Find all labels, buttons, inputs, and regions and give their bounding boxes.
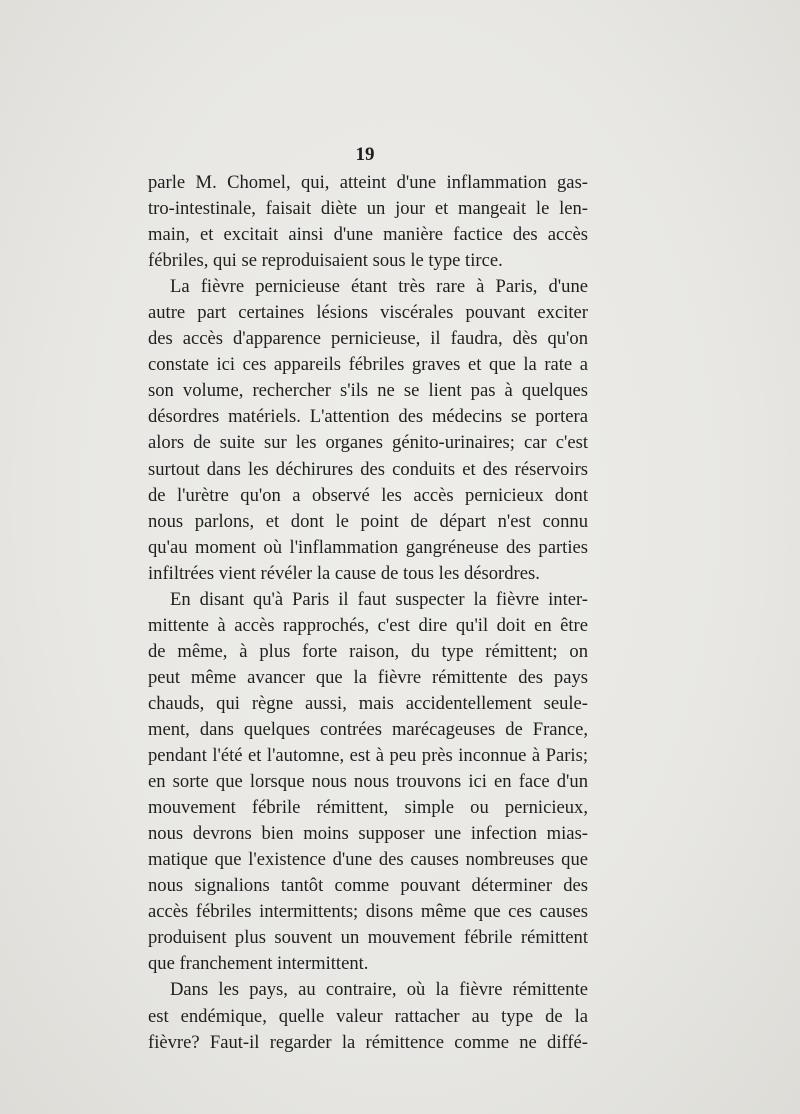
text-line: des accès d'apparence pernicieuse, il faudra, dès qu'on — [148, 328, 588, 350]
text-line: matique que l'existence d'une des causes nombreuses que — [148, 849, 588, 871]
text-line: qu'au moment où l'inflammation gangréneuse des parties — [148, 536, 588, 558]
paragraph-start-line: En disant qu'à Paris il faut suspecter la fièvre inter- — [170, 588, 588, 610]
text-line: accès fébriles intermittents; disons même que ces causes — [148, 901, 588, 923]
text-line: infiltrées vient révéler la cause de tous les désordres. — [148, 562, 540, 584]
text-line: mittente à accès rapprochés, c'est dire qu'il doit en être — [148, 614, 588, 636]
text-line: surtout dans les déchirures des conduits et des réservoirs — [148, 458, 588, 480]
paragraph-start-line: Dans les pays, au contraire, où la fièvre rémittente — [170, 979, 588, 1001]
text-line: de même, à plus forte raison, du type rémittent; on — [148, 640, 588, 662]
text-line: alors de suite sur les organes génito-urinaires; car c'est — [148, 432, 588, 454]
text-line: parle M. Chomel, qui, atteint d'une inflammation gas- — [148, 172, 588, 193]
paragraph-start-line: La fièvre pernicieuse étant très rare à Paris, d'une — [170, 276, 588, 298]
text-line: que franchement intermittent. — [148, 953, 369, 975]
text-line: constate ici ces appareils fébriles graves et que la rate a — [148, 354, 588, 376]
text-line: de l'urètre qu'on a observé les accès pernicieux dont — [148, 484, 588, 506]
body-text — [148, 170, 588, 1056]
text-line: peut même avancer que la fièvre rémittente des pays — [148, 666, 588, 688]
text-line: en sorte que lorsque nous nous trouvons ici en face d'un — [148, 771, 588, 793]
text-line: tro-intestinale, faisait diète un jour et mangeait le len- — [148, 198, 588, 220]
text-line: fébriles, qui se reproduisaient sous le type tirce. — [148, 250, 503, 272]
text-line: chauds, qui règne aussi, mais accidentellement seule- — [148, 692, 588, 714]
text-line: son volume, rechercher s'ils ne se lient pas à quelques — [148, 380, 588, 402]
text-line: ment, dans quelques contrées marécageuses de France, — [148, 718, 588, 740]
text-line: mouvement fébrile rémittent, simple ou pernicieux, — [148, 797, 588, 819]
text-line: main, et excitait ainsi d'une manière factice des accès — [148, 224, 588, 246]
page-number: 19 — [355, 144, 375, 165]
text-line: désordres matériels. L'attention des médecins se portera — [148, 406, 588, 428]
text-line: autre part certaines lésions viscérales pouvant exciter — [148, 302, 588, 324]
text-line: nous parlons, et dont le point de départ n'est connu — [148, 510, 588, 532]
text-line: pendant l'été et l'automne, est à peu près inconnue à Paris; — [148, 745, 588, 767]
text-line: nous devrons bien moins supposer une infection mias- — [148, 823, 588, 845]
text-line: nous signalions tantôt comme pouvant déterminer des — [148, 875, 588, 897]
text-line: produisent plus souvent un mouvement fébrile rémittent — [148, 927, 588, 949]
text-line: est endémique, quelle valeur rattacher au type de la — [148, 1005, 588, 1027]
text-line: fièvre? Faut-il regarder la rémittence comme ne diffé- — [148, 1031, 588, 1053]
